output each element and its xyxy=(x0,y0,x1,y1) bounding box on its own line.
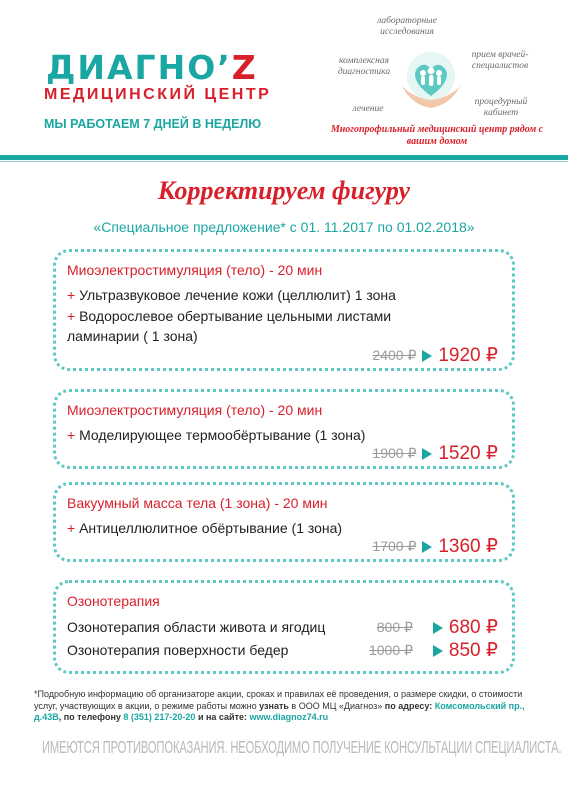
service-healing: лечение xyxy=(352,104,384,114)
old-price: 2400 ₽ xyxy=(372,347,417,363)
footer-note xyxy=(34,689,544,724)
price-row xyxy=(372,344,498,367)
logo-text: ДИАГНО’ xyxy=(46,48,232,87)
offer-card-1 xyxy=(53,249,515,371)
contraindications-warning: ИМЕЮТСЯ ПРОТИВОПОКАЗАНИЯ. НЕОБХОДИМО ПОЛУЧЕНИЕ КОНСУЛЬТАЦИИ СПЕЦИАЛИСТА. xyxy=(42,737,562,757)
arrow-right-icon xyxy=(422,350,432,362)
new-price: 1360 ₽ xyxy=(438,536,498,557)
arrow-right-icon xyxy=(433,622,443,634)
offer-item-text: Антицеллюлитное обёртывание (1 зона) xyxy=(79,520,343,536)
new-price: 1520 ₽ xyxy=(438,443,498,464)
arrow-right-icon xyxy=(422,448,432,460)
footer-text: в ООО МЦ «Диагноз» xyxy=(288,700,385,711)
price-row xyxy=(372,535,498,558)
service-procedure: процедурный кабинет xyxy=(474,97,528,118)
header-divider-thin xyxy=(0,161,568,162)
offer-card-4 xyxy=(53,580,515,674)
old-price: 800 ₽ xyxy=(376,619,413,635)
offer-card-3 xyxy=(53,482,515,562)
arrow-right-icon xyxy=(433,645,443,657)
offer-item-continued: ламинарии ( 1 зона) xyxy=(67,328,198,344)
plus-icon: + xyxy=(67,520,76,536)
new-price: 680 ₽ xyxy=(448,617,498,638)
header-divider xyxy=(0,155,568,160)
footer-bold: узнать xyxy=(259,700,289,711)
offer-heading: Озонотерапия xyxy=(67,593,160,609)
offer-item-text: Озонотерапия области живота и ягодиц xyxy=(67,619,326,635)
service-diagnostics: комплексная диагностика xyxy=(337,56,391,77)
footer-address: Комсомольский пр., д.43В xyxy=(34,700,525,722)
footer-text: *Подробную информацию об организаторе акции, сроках и правилах её проведения, о размере скидки, о стоимости услуг, участвующих в акции, о режиме работы можно xyxy=(34,689,523,711)
new-price: 1920 ₽ xyxy=(438,345,498,366)
plus-icon: + xyxy=(67,427,76,443)
price-row xyxy=(372,442,498,465)
tagline: Многопрофильный медицинский центр рядом с вашим домом xyxy=(330,124,544,147)
offer-item xyxy=(67,287,396,304)
arrow-right-icon xyxy=(422,541,432,553)
offer-item xyxy=(67,520,342,537)
old-price: 1700 ₽ xyxy=(372,538,417,554)
footer-bold: и на сайте: xyxy=(195,712,250,722)
logo-z: Z xyxy=(231,48,258,87)
price-row xyxy=(377,616,498,639)
old-price: 1900 ₽ xyxy=(372,445,417,461)
footer-site-link[interactable]: www.diagnoz74.ru xyxy=(249,712,329,722)
offer-heading: Миоэлектростимуляция (тело) - 20 мин xyxy=(67,262,323,278)
offer-card-2 xyxy=(53,389,515,469)
family-hands-emblem-icon xyxy=(396,46,466,116)
offer-heading: Вакуумный масса тела (1 зона) - 20 мин xyxy=(67,495,328,511)
service-lab: лабораторные исследования xyxy=(377,16,437,37)
service-doctors: прием врачей-специалистов xyxy=(471,50,529,71)
footer-bold: по адресу: xyxy=(384,700,435,711)
new-price: 850 ₽ xyxy=(448,640,498,661)
page-title: Корректируем фигуру xyxy=(157,176,411,205)
offer-item-text: Озонотерапия поверхности бедер xyxy=(67,642,289,658)
footer-bold: , по телефону xyxy=(58,712,124,722)
old-price: 1000 ₽ xyxy=(368,642,413,658)
offer-item xyxy=(67,308,391,325)
offer-heading: Миоэлектростимуляция (тело) - 20 мин xyxy=(67,402,323,418)
price-row xyxy=(369,639,498,662)
offer-period: «Специальное предложение* с 01. 11.2017 по 01.02.2018» xyxy=(93,219,475,235)
offer-item-text: Водорослевое обертывание цельными листами xyxy=(79,308,392,324)
working-days: МЫ РАБОТАЕМ 7 ДНЕЙ В НЕДЕЛЮ xyxy=(44,117,262,131)
offer-item xyxy=(67,427,365,444)
logo-subtitle: МЕДИЦИНСКИЙ ЦЕНТР xyxy=(44,86,272,103)
offer-item-text: Моделирующее термообёртывание (1 зона) xyxy=(79,427,366,443)
plus-icon: + xyxy=(67,308,76,324)
plus-icon: + xyxy=(67,287,76,303)
offer-item-text: Ультразвуковое лечение кожи (целлюлит) 1 зона xyxy=(79,287,396,303)
footer-phone: 8 (351) 217-20-20 xyxy=(123,712,196,722)
logo xyxy=(46,50,258,86)
